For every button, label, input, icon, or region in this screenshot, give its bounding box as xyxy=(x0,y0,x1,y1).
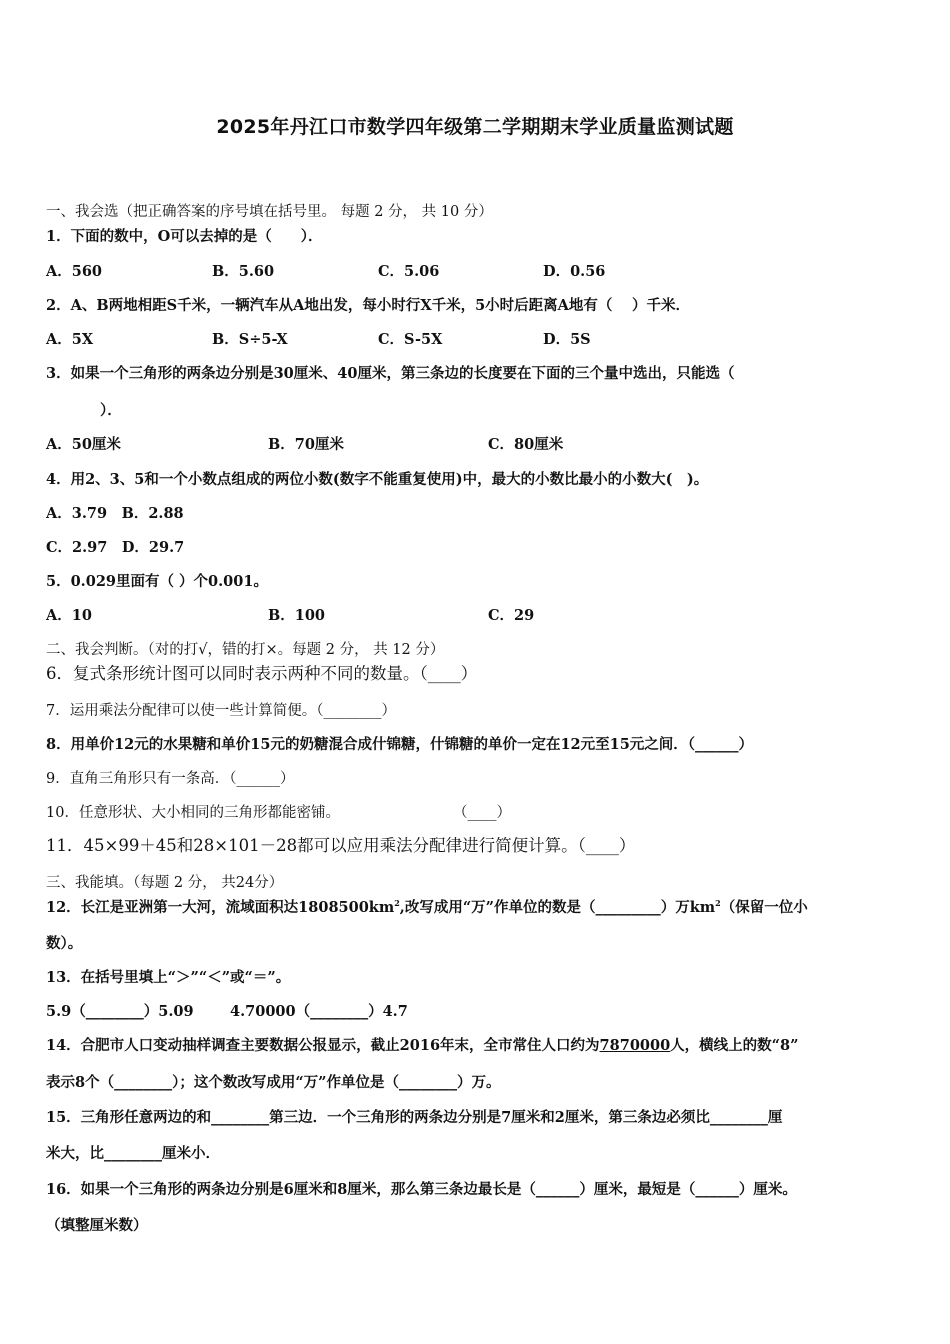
question-3: 3．如果一个三角形的两条边分别是30厘米、40厘米，第三条边的长度要在下面的三个量中选出，只能选（ xyxy=(46,365,735,382)
q5-option-b: B．100 xyxy=(268,607,326,624)
question-5: 5．0.029里面有（ ）个0.001。 xyxy=(46,573,268,590)
section-1-heading: 一、我会选（把正确答案的序号填在括号里。 每题 2 分， 共 10 分） xyxy=(46,204,493,220)
q2-option-a: A．5X xyxy=(46,331,94,348)
q12-part-1: 12．长江是亚洲第一大河，流域面积达1808500km xyxy=(46,899,395,916)
question-11: 11．45×99＋45和28×101－28都可以应用乘法分配律进行简便计算。（____） xyxy=(46,836,636,855)
question-16: 16．如果一个三角形的两条边分别是6厘米和8厘米，那么第三条边最长是（______）厘米，最短是（______）厘米。 xyxy=(46,1181,797,1198)
q12-part-2: ,改写成用“万”作单位的数是（_________）万km xyxy=(399,899,716,916)
question-14-cont: 表示8个（________）；这个数改写成用“万”作单位是（________）万。 xyxy=(46,1074,501,1091)
question-15-cont: 米大，比________厘米小． xyxy=(46,1145,220,1162)
q2-option-c: C．S-5X xyxy=(378,331,443,348)
q4-options-row-1: A．3.79 B．2.88 xyxy=(46,505,184,522)
question-4: 4．用2、3、5和一个小数点组成的两位小数(数字不能重复使用)中，最大的小数比最小的小数大( )。 xyxy=(46,471,709,488)
question-13-b: 4.70000（________）4.7 xyxy=(230,1003,408,1020)
question-1: 1．下面的数中，O可以去掉的是（ ）． xyxy=(46,228,323,245)
q14-part-2: 人，横线上的数“8” xyxy=(670,1037,799,1054)
question-6: 6．复式条形统计图可以同时表示两种不同的数量。（____） xyxy=(46,664,478,683)
section-2-heading: 二、我会判断。（对的打√，错的打×。每题 2 分， 共 12 分） xyxy=(46,642,445,658)
q2-option-b: B．S÷5-X xyxy=(212,331,288,348)
page-title: 2025年丹江口市数学四年级第二学期期末学业质量监测试题 xyxy=(216,116,734,138)
question-2: 2．A、B两地相距S千米，一辆汽车从A地出发，每小时行X千米，5小时后距离A地有（ ）千米． xyxy=(46,297,690,314)
question-10-blank: （____） xyxy=(453,805,511,821)
q12-superscript: 2 xyxy=(394,898,400,909)
question-16-cont: （填整厘米数） xyxy=(46,1217,148,1234)
q14-underlined-number: 7870000 xyxy=(599,1037,671,1054)
question-15: 15．三角形任意两边的和________第三边．一个三角形的两条边分别是7厘米和2厘米，第三条边必须比________厘 xyxy=(46,1109,783,1126)
question-12 xyxy=(46,898,808,918)
q2-option-d: D．5S xyxy=(543,331,591,348)
section-3-heading: 三、我能填。（每题 2 分， 共24分） xyxy=(46,875,284,891)
q3-option-b: B．70厘米 xyxy=(268,436,344,453)
q3-option-a: A．50厘米 xyxy=(46,436,121,453)
q5-option-c: C．29 xyxy=(488,607,535,624)
question-3-cont: ）． xyxy=(100,402,122,419)
question-8: 8．用单价12元的水果糖和单价15元的奶糖混合成什锦糖，什锦糖的单价一定在12元至15元之间．（______） xyxy=(46,736,754,753)
question-13-a: 5.9（________）5.09 xyxy=(46,1003,194,1020)
q3-option-c: C．80厘米 xyxy=(488,436,564,453)
q12-superscript-2: 2 xyxy=(715,898,721,909)
q4-options-row-2: C．2.97 D．29.7 xyxy=(46,539,185,556)
question-12-cont: 数）。 xyxy=(46,935,83,952)
q1-option-d: D．0.56 xyxy=(543,263,606,280)
q1-option-c: C．5.06 xyxy=(378,263,440,280)
question-9: 9．直角三角形只有一条高．（______） xyxy=(46,771,295,787)
question-13: 13．在括号里填上“＞”“＜”或“＝”。 xyxy=(46,969,291,986)
q1-option-b: B．5.60 xyxy=(212,263,275,280)
q1-option-a: A．560 xyxy=(46,263,103,280)
q12-part-3: （保留一位小 xyxy=(720,899,808,916)
question-14 xyxy=(46,1036,798,1056)
q5-option-a: A．10 xyxy=(46,607,92,624)
question-10: 10．任意形状、大小相同的三角形都能密铺。 xyxy=(46,805,340,821)
q14-part-1: 14．合肥市人口变动抽样调查主要数据公报显示，截止2016年末，全市常住人口约为 xyxy=(46,1037,600,1054)
question-7: 7．运用乘法分配律可以使一些计算简便。（________） xyxy=(46,703,396,719)
